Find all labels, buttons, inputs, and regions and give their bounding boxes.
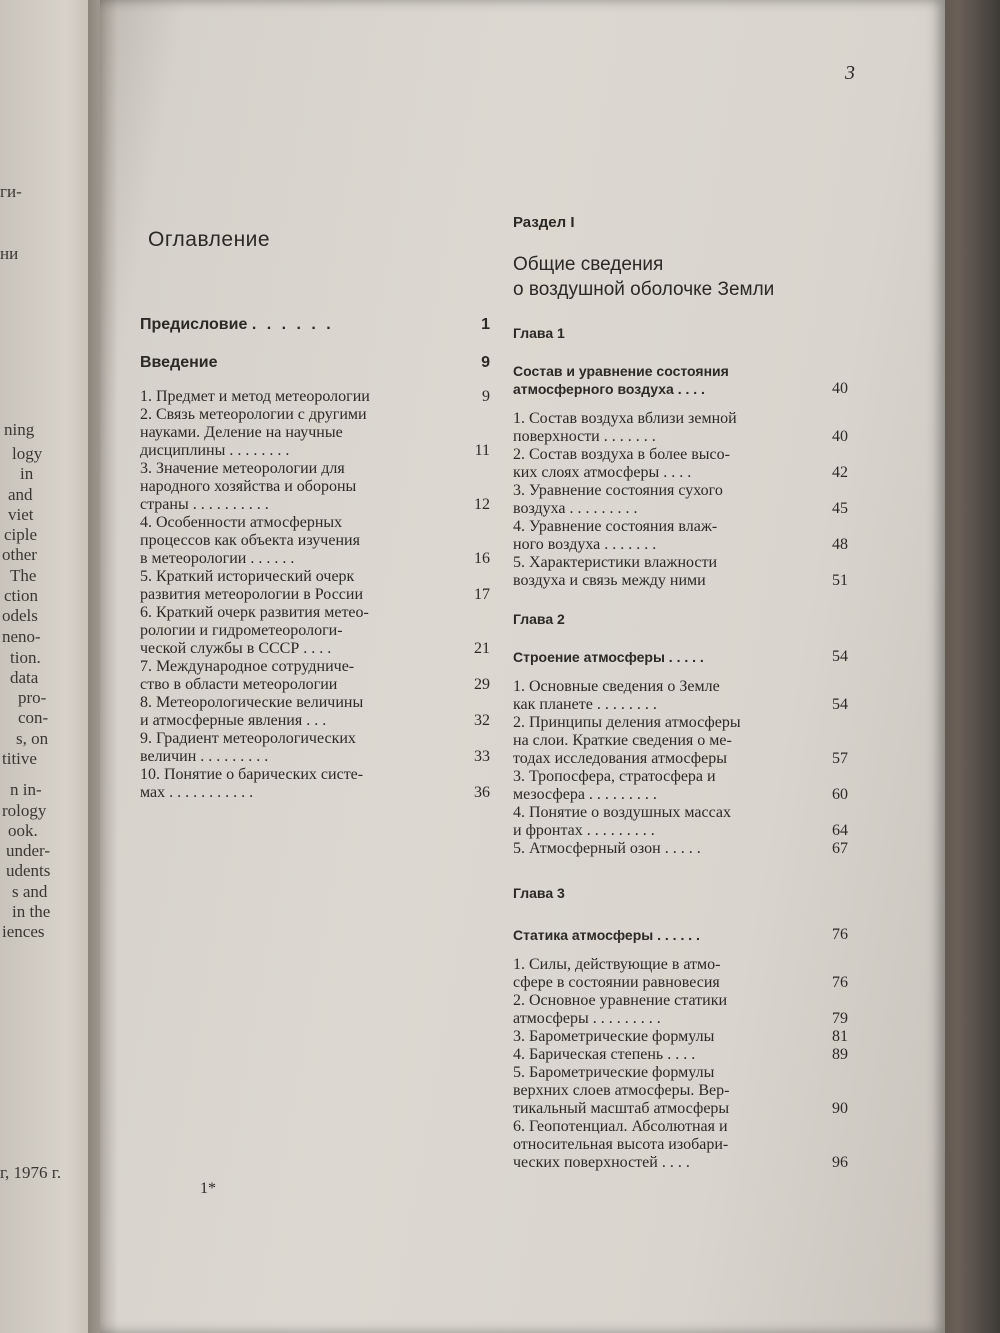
- entry-line: ческой службы в СССР . . . .: [140, 640, 332, 657]
- entry-line: процессов как объекта изучения: [140, 532, 360, 549]
- entry-line: 5. Краткий исторический очерк: [140, 568, 355, 585]
- toc-entry: [140, 406, 490, 460]
- chapters: [513, 324, 848, 1172]
- entry-line: относительная высота изобари-: [513, 1136, 729, 1153]
- toc-entry: [513, 1064, 848, 1118]
- entry-page: 9: [482, 388, 490, 405]
- toc-entry: [513, 992, 848, 1028]
- fragment: rology: [2, 801, 47, 820]
- entry-line: 2. Связь метеорологии с другими: [140, 406, 367, 423]
- entry-line: на слои. Краткие сведения о ме-: [513, 732, 732, 749]
- fragment: viet: [8, 505, 34, 524]
- entry-page: 89: [832, 1046, 848, 1063]
- entry-line: науками. Деление на научные: [140, 424, 343, 441]
- fragment: ning: [4, 420, 35, 439]
- fragment: in the: [12, 902, 51, 921]
- entry-line: 3. Барометрические формулы: [513, 1028, 715, 1045]
- toc-entry: [140, 694, 490, 730]
- fragment: n in-: [10, 780, 42, 799]
- entry-page: 67: [832, 840, 848, 857]
- entry-line: 2. Основное уравнение статики: [513, 992, 728, 1009]
- chapter-title: [513, 362, 848, 398]
- entry-page: 79: [832, 1010, 848, 1027]
- chapter-page: 54: [832, 648, 848, 665]
- toc-entry: [513, 678, 848, 714]
- toc-entry: [140, 388, 490, 406]
- entry-line: и фронтах . . . . . . . . .: [513, 822, 655, 839]
- entry-line: 1. Силы, действующие в атмо-: [513, 956, 721, 973]
- toc-entry: [513, 1046, 848, 1064]
- entry-line: и атмосферные явления . . .: [140, 712, 327, 729]
- entry-page: 36: [474, 784, 490, 801]
- toc-entry: [513, 840, 848, 858]
- section-title-line: Общие сведения: [513, 254, 664, 275]
- entry-line: 3. Тропосфера, стратосфера и: [513, 768, 716, 785]
- fragment: and: [8, 485, 33, 504]
- entry-line: 9. Градиент метеорологических: [140, 730, 356, 747]
- entry-page: 64: [832, 822, 848, 839]
- fragment: odels: [2, 606, 38, 625]
- toc-entry: [513, 768, 848, 804]
- fragment: ction: [4, 586, 38, 605]
- entry-line: народного хозяйства и обороны: [140, 478, 357, 495]
- fragment: г, 1976 г.: [0, 1163, 62, 1182]
- toc-entry: [140, 658, 490, 694]
- chapter-title: [513, 648, 848, 666]
- entry-line: 2. Принципы деления атмосферы: [513, 714, 741, 731]
- entry-line: тикальный масштаб атмосферы: [513, 1100, 730, 1117]
- toc-entry: [513, 410, 848, 446]
- chapter-title-line: Состав и уравнение состояния: [513, 363, 729, 379]
- fragment: under-: [6, 841, 51, 860]
- entry-line: в метеорологии . . . . . .: [140, 550, 295, 567]
- fragment: ciple: [4, 525, 38, 544]
- fragment: logy: [12, 444, 43, 463]
- entry-page: 48: [832, 536, 848, 553]
- fragment: ги-: [0, 182, 22, 201]
- entry-line: дисциплины . . . . . . . .: [140, 442, 290, 459]
- entry-line: 4. Понятие о воздушных массах: [513, 804, 731, 821]
- entry-line: 3. Уравнение состояния сухого: [513, 482, 723, 499]
- toc-entry: [140, 730, 490, 766]
- chapter-title: [513, 926, 848, 944]
- entry-line: ких слоях атмосферы . . . .: [513, 464, 692, 481]
- toc-right-column: [513, 214, 848, 1172]
- chapter-block: [513, 324, 848, 590]
- toc-entry: [513, 1028, 848, 1046]
- entry-line: 6. Краткий очерк развития метео-: [140, 604, 369, 621]
- fragment: ни: [0, 244, 19, 263]
- fragment: in: [20, 464, 34, 483]
- entry-line: 4. Уравнение состояния влаж-: [513, 518, 718, 535]
- leader-dots: . . . . . .: [251, 316, 334, 333]
- entry-line: поверхности . . . . . . .: [513, 428, 656, 445]
- entry-line: развития метеорологии в России: [140, 586, 364, 603]
- entry-line: сфере в состоянии равновесия: [513, 974, 720, 991]
- chapter-label: Глава 2: [513, 611, 565, 627]
- book-spine: [88, 0, 118, 1333]
- entry-page: 21: [474, 640, 490, 657]
- toc-entry: [513, 482, 848, 518]
- toc-left-items: [140, 388, 490, 802]
- entry-line: атмосферы . . . . . . . . .: [513, 1010, 661, 1027]
- toc-entry: [513, 446, 848, 482]
- entry-line: мах . . . . . . . . . . .: [140, 784, 254, 801]
- fragment: data: [10, 668, 39, 687]
- chapter-block: [513, 884, 848, 1172]
- fragment: pro-: [18, 688, 47, 707]
- entry-line: воздуха и связь между ними: [513, 572, 706, 589]
- fragment: s and: [12, 882, 48, 901]
- entry-line: 5. Барометрические формулы: [513, 1064, 715, 1081]
- section-label: Раздел I: [513, 214, 575, 231]
- toc-entry: [513, 804, 848, 840]
- toc-entry: [140, 604, 490, 658]
- chapter-page: 40: [832, 380, 848, 397]
- entry-line: 3. Значение метеорологии для: [140, 460, 345, 477]
- entry-label: Введение: [140, 354, 218, 371]
- fragment: iences: [2, 922, 45, 941]
- toc-entry: [513, 956, 848, 992]
- entry-line: ческих поверхностей . . . .: [513, 1154, 690, 1171]
- entry-line: тодах исследования атмосферы: [513, 750, 727, 767]
- toc-entry: [140, 766, 490, 802]
- entry-page: 12: [474, 496, 490, 513]
- fragment: tion.: [10, 648, 41, 667]
- entry-page: 33: [474, 748, 490, 765]
- entry-page: 76: [832, 974, 848, 991]
- fragment: other: [2, 545, 37, 564]
- entry-line: мезосфера . . . . . . . . .: [513, 786, 657, 803]
- entry-page: 54: [832, 696, 848, 713]
- entry-page: 45: [832, 500, 848, 517]
- entry-line: 2. Состав воздуха в более высо-: [513, 446, 730, 463]
- entry-page: 81: [832, 1028, 848, 1045]
- entry-line: 8. Метеорологические величины: [140, 694, 364, 711]
- fragment: neno-: [2, 627, 41, 646]
- entry-page: 90: [832, 1100, 848, 1117]
- entry-page: 40: [832, 428, 848, 445]
- chapter-items: [513, 956, 848, 1172]
- chapter-block: [513, 610, 848, 858]
- entry-page: 57: [832, 750, 848, 767]
- entry-page: 11: [474, 442, 490, 459]
- entry-line: 4. Барическая степень . . . .: [513, 1046, 696, 1063]
- chapter-title-line: Статика атмосферы . . . . . .: [513, 927, 700, 943]
- entry-line: 6. Геопотенциал. Абсолютная и: [513, 1118, 728, 1135]
- entry-page: 16: [474, 550, 490, 567]
- entry-line: 1. Предмет и метод метеорологии: [140, 388, 370, 405]
- entry-label: Предисловие: [140, 316, 248, 333]
- entry-line: ство в области метеорологии: [140, 676, 338, 693]
- entry-line: ного воздуха . . . . . . .: [513, 536, 657, 553]
- toc-entry: [513, 1118, 848, 1172]
- entry-line: 1. Основные сведения о Земле: [513, 678, 720, 695]
- entry-line: рологии и гидрометеорологи-: [140, 622, 343, 639]
- entry-line: 4. Особенности атмосферных: [140, 514, 343, 531]
- toc-entry: [140, 568, 490, 604]
- chapter-items: [513, 410, 848, 590]
- signature-mark: 1*: [200, 1180, 216, 1197]
- entry-page: 42: [832, 464, 848, 481]
- fragment: udents: [6, 861, 51, 880]
- fragment: con-: [18, 708, 49, 727]
- entry-line: 1. Состав воздуха вблизи земной: [513, 410, 737, 427]
- toc-entry: [140, 460, 490, 514]
- section-title: [513, 252, 848, 302]
- toc-entry: [513, 518, 848, 554]
- toc-entry-preface: [140, 316, 490, 334]
- chapter-items: [513, 678, 848, 858]
- toc-entry-introduction: [140, 354, 490, 372]
- entry-page: 17: [474, 586, 490, 603]
- entry-line: верхних слоев атмосферы. Вер-: [513, 1082, 730, 1099]
- entry-line: 10. Понятие о барических систе-: [140, 766, 364, 783]
- entry-page: 60: [832, 786, 848, 803]
- entry-line: величин . . . . . . . . .: [140, 748, 269, 765]
- entry-page: 51: [832, 572, 848, 589]
- entry-page: 29: [474, 676, 490, 693]
- entry-page: 1: [481, 316, 490, 333]
- entry-line: 7. Международное сотрудниче-: [140, 658, 355, 675]
- section-title-line: о воздушной оболочке Земли: [513, 279, 775, 300]
- entry-line: 5. Атмосферный озон . . . . .: [513, 840, 701, 857]
- chapter-page: 76: [832, 926, 848, 943]
- fragment: The: [10, 566, 37, 585]
- fragment: titive: [2, 749, 37, 768]
- chapter-label: Глава 3: [513, 885, 565, 901]
- entry-line: 5. Характеристики влажности: [513, 554, 718, 571]
- entry-page: 9: [481, 354, 490, 371]
- chapter-title-line: Строение атмосферы . . . . .: [513, 649, 704, 665]
- chapter-label: Глава 1: [513, 325, 565, 341]
- fragment: ook.: [8, 821, 38, 840]
- entry-page: 32: [474, 712, 490, 729]
- toc-entry: [513, 554, 848, 590]
- chapter-title-line: атмосферного воздуха . . . .: [513, 381, 705, 397]
- page-number: 3: [845, 62, 855, 84]
- entry-page: 96: [832, 1154, 848, 1171]
- toc-left-column: [140, 316, 490, 802]
- toc-entry: [140, 514, 490, 568]
- entry-line: страны . . . . . . . . . .: [140, 496, 269, 513]
- fragment: s, on: [16, 729, 49, 748]
- entry-line: как планете . . . . . . . .: [513, 696, 657, 713]
- toc-entry: [513, 714, 848, 768]
- entry-line: воздуха . . . . . . . . .: [513, 500, 638, 517]
- toc-heading: Оглавление: [148, 228, 271, 251]
